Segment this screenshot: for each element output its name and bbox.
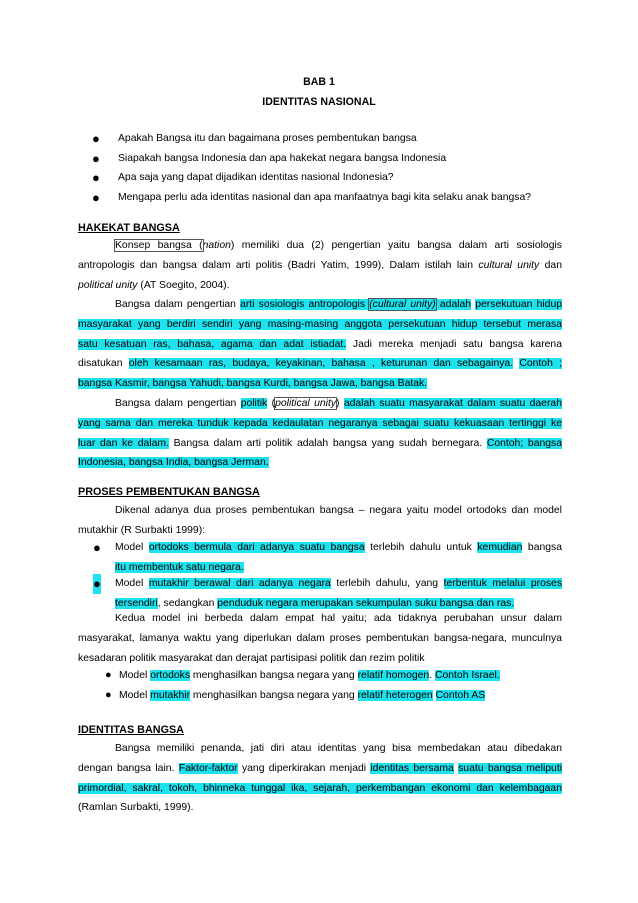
list-item-mutakhir-heterogen: ● Model mutakhir menghasilkan bangsa negara yang relatif heterogen Contoh AS [105, 686, 485, 706]
list-item: ● Apakah Bangsa itu dan bagaimana proses pembentukan bangsa [92, 129, 592, 149]
bullet-icon: ● [93, 574, 101, 594]
chapter-title: IDENTITAS NASIONAL [262, 96, 376, 108]
bullet-icon: ● [93, 540, 101, 555]
chapter-number: BAB 1 [303, 76, 335, 88]
section-heading-proses: PROSES PEMBENTUKAN BANGSA [78, 486, 260, 498]
list-item: ● Apa saja yang dapat dijadikan identitas nasional Indonesia? [92, 168, 592, 188]
paragraph-politik: Bangsa dalam pengertian politik (political unity) adalah suatu masyarakat dalam suatu daerah yang sama dan mereka tunduk kepada kedaulatan negaranya sebagai suatu kekuasaan tertinggi ke luar dan ke dalam. Bangsa dalam arti politik adalah bangsa yang sudah bernegara. Contoh; bangsa Indonesia, bangsa India, bangsa Jerman. [78, 398, 562, 469]
section-heading-hakekat: HAKEKAT BANGSA [78, 222, 180, 234]
list-item-model-ortodoks: ● Model ortodoks bermula dari adanya suatu bangsa terlebih dahulu untuk kemudian bangsa itu membentuk satu negara. [93, 540, 563, 573]
list-item: ● Siapakah bangsa Indonesia dan apa hakekat negara bangsa Indonesia [92, 149, 592, 169]
bullet-icon: ● [92, 150, 100, 166]
bullet-icon: ● [92, 131, 100, 146]
paragraph-sosiologis: Bangsa dalam pengertian arti sosiologis antropologis (cultural unity) adalah persekutuan hidup masyarakat yang berdiri sendiri yang masing-masing anggota persekutuan hidup tersebut merasa satu kesatuan ras, bahasa, agama dan adat istiadat. Jadi mereka menjadi satu bangsa karena disatukan oleh kesamaan ras, budaya, keyakinan, bahasa , keturunan dan sebagainya. Contoh ; bangsa Kasmir, bangsa Yahudi, bangsa Kurdi, bangsa Jawa, bangsa Batak. [78, 299, 562, 390]
bullet-icon: ● [92, 189, 100, 205]
paragraph-konsep-bangsa: Konsep bangsa (nation) memiliki dua (2) pengertian yaitu bangsa dalam arti sosiologis antropologis dan bangsa dalam arti politis (Badri Yatim, 1999), Dalam istilah lain cultural unity dan political unity (AT Soegito, 2004). [78, 240, 562, 291]
bullet-icon: ● [92, 170, 100, 185]
paragraph-dua-proses: Dikenal adanya dua proses pembentukan bangsa – negara yaitu model ortodoks dan model mutakhir (R Surbakti 1999): [78, 505, 562, 536]
section-heading-identitas: IDENTITAS BANGSA [78, 724, 184, 736]
list-item-ortodoks-homogen: ● Model ortodoks menghasilkan bangsa negara yang relatif homogen. Contoh Israel. [105, 666, 500, 686]
bullet-icon: ● [105, 689, 112, 701]
list-item: ● Mengapa perlu ada identitas nasional dan apa manfaatnya bagi kita selaku anak bangsa? [92, 188, 592, 208]
bullet-icon: ● [105, 669, 112, 681]
paragraph-identitas-bangsa: Bangsa memiliki penanda, jati diri atau identitas yang bisa membedakan atau dibedakan dengan bangsa lain. Faktor-faktor yang diperkirakan menjadi identitas bersama suatu bangsa meliputi primordial, sakral, tokoh, bhinneka tunggal ika, sejarah, perkembangan ekonomi dan kelembagaan (Ramlan Surbakti, 1999). [78, 743, 562, 814]
question-list [92, 129, 592, 207]
list-item-model-mutakhir: ● Model mutakhir berawal dari adanya negara terlebih dahulu, yang terbentuk melalui proses tersendiri, sedangkan penduduk negara merupakan sekumpulan suku bangsa dan ras. [93, 576, 563, 609]
paragraph-kedua-model: Kedua model ini berbeda dalam empat hal yaitu; ada tidaknya perubahan unsur dalam masyarakat, lamanya waktu yang diperlukan dalam proses pembentukan bangsa-negara, munculnya kesadaran politik masyarakat dan derajat partisipasi politik dan rezim politik [78, 613, 562, 664]
